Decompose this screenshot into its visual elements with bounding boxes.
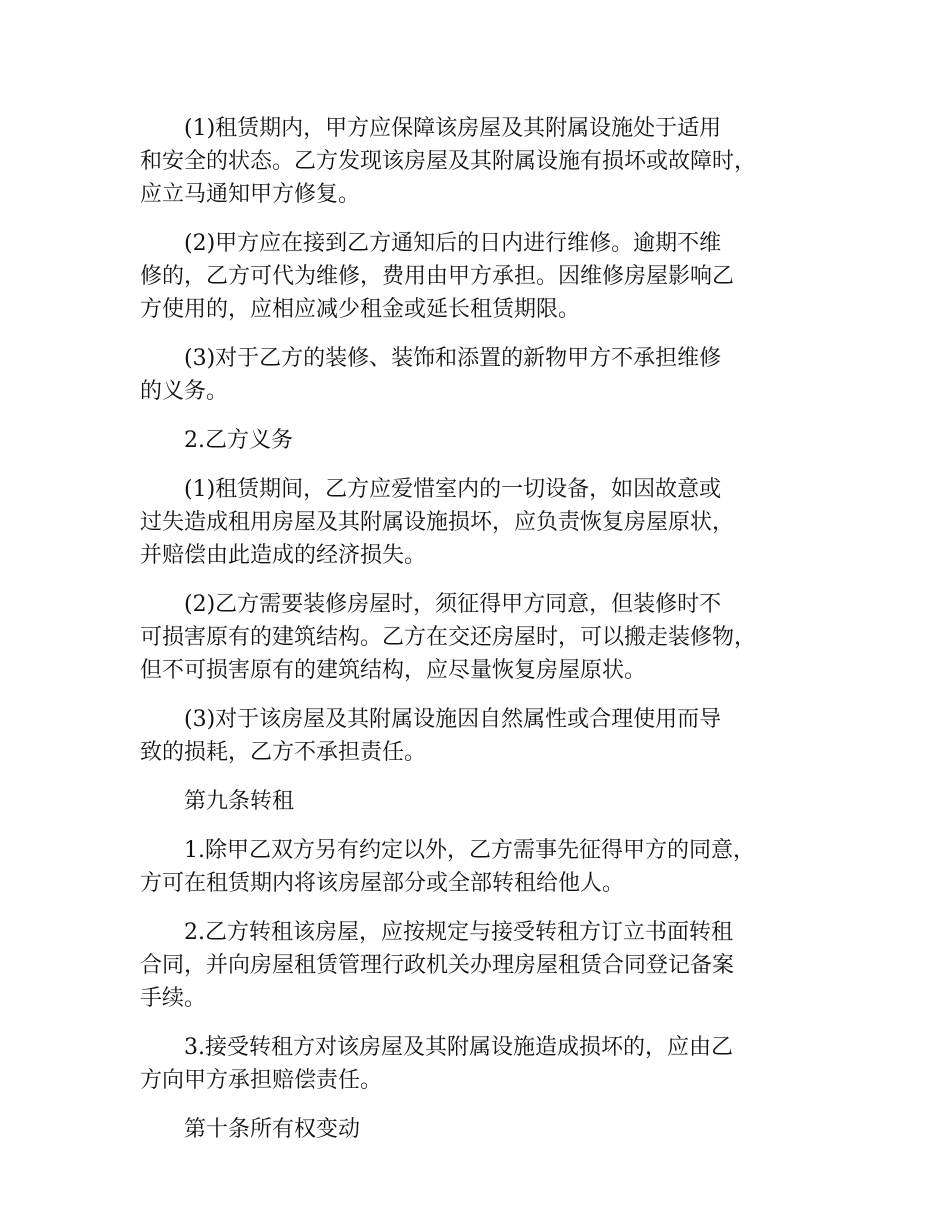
para-sublease-1: 1.除甲乙双方另有约定以外，乙方需事先征得甲方的同意， 方可在租赁期内将该房屋部分或全部转租给他人。 — [140, 838, 755, 896]
para-tenant-duty-1: (1)租赁期间，乙方应爱惜室内的一切设备，如因故意或 过失造成租用房屋及其附属设施损坏，应负责恢复房屋原状， 并赔偿由此造成的经济损失。 — [140, 477, 735, 568]
para-tenant-duty-2: (2)乙方需要装修房屋时，须征得甲方同意，但装修时不 可损害原有的建筑结构。乙方在交还房屋时，可以搬走装修物， 但不可损害原有的建筑结构，应尽量恢复房屋原状。 — [140, 592, 757, 683]
para-landlord-duty-2: (2)甲方应在接到乙方通知后的日内进行维修。逾期不维 修的，乙方可代为维修，费用由甲方承担。因维修房屋影响乙 方使用的，应相应减少租金或延长租赁期限。 — [140, 231, 735, 322]
para-sublease-3: 3.接受转租方对该房屋及其附属设施造成损坏的，应由乙 方向甲方承担赔偿责任。 — [140, 1035, 733, 1093]
para-sublease-2: 2.乙方转租该房屋，应按规定与接受转租方订立书面转租 合同，并向房屋租赁管理行政机关办理房屋租赁合同登记备案 手续。 — [140, 920, 735, 1011]
para-landlord-duty-1: (1)租赁期内，甲方应保障该房屋及其附属设施处于适用 和安全的状态。乙方发现该房屋及其附属设施有损坏或故障时， 应立马通知甲方修复。 — [140, 116, 757, 207]
heading-article-9: 第九条转租 — [184, 789, 295, 814]
para-landlord-duty-3: (3)对于乙方的装修、装饰和添置的新物甲方不承担维修 的义务。 — [140, 346, 722, 404]
heading-tenant-obligations: 2.乙方义务 — [184, 428, 293, 453]
para-tenant-duty-3: (3)对于该房屋及其附属设施因自然属性或合理使用而导 致的损耗，乙方不承担责任。 — [140, 707, 722, 765]
document-body — [140, 112, 820, 1162]
heading-article-10: 第十条所有权变动 — [184, 1117, 361, 1142]
